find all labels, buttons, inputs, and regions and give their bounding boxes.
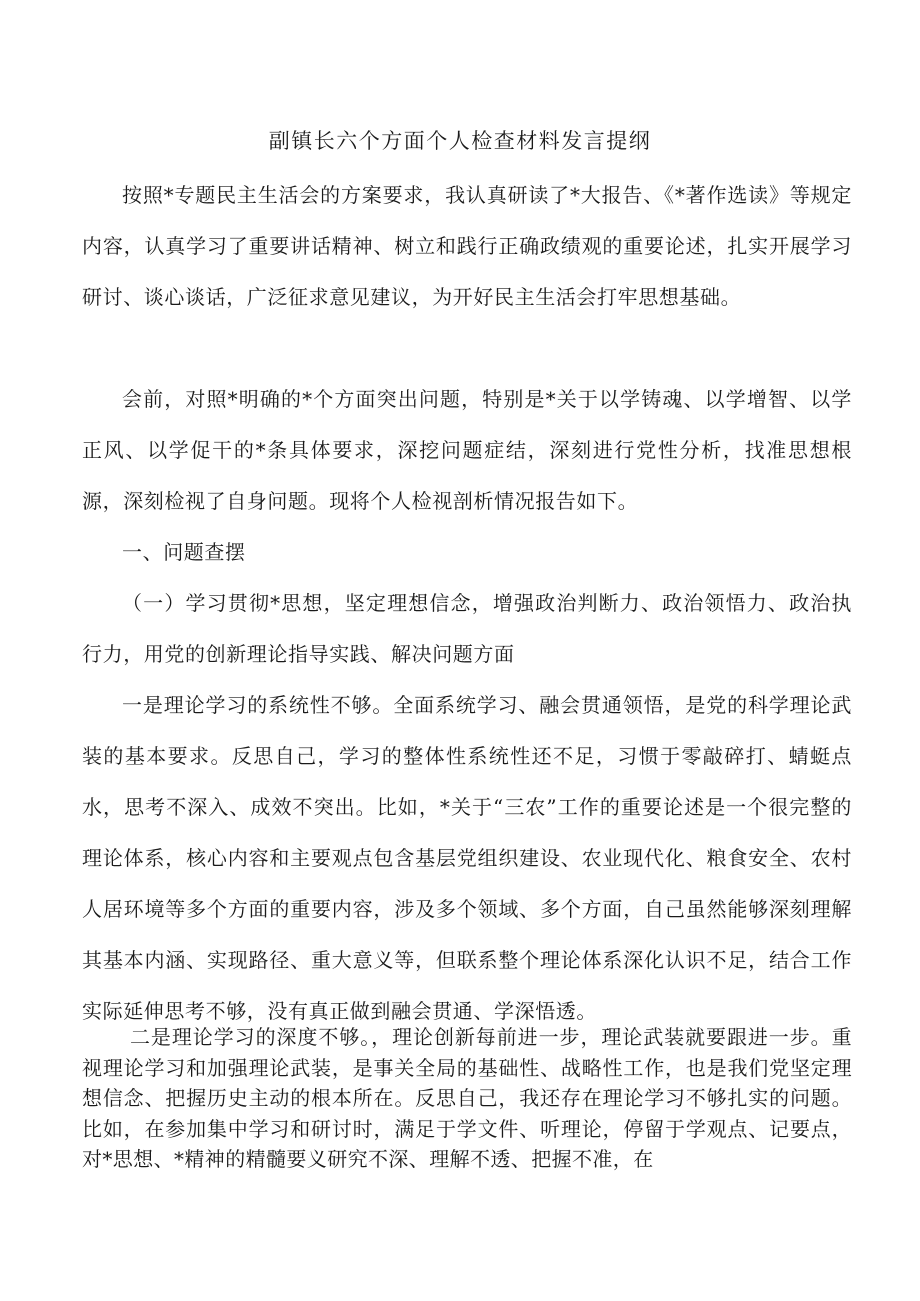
section-heading-block [82,527,852,578]
premeeting-block [82,374,852,527]
subsection-heading-block [82,578,852,680]
subsection-heading: （一）学习贯彻*思想，坚定理想信念，增强政治判断力、政治领悟力、政治执行力，用党的创新理论指导实践、解决问题方面 [82,591,852,666]
intro-paragraph: 按照*专题民主生活会的方案要求，我认真研读了*大报告、《*著作选读》等规定内容，认真学习了重要讲话精神、树立和践行正确政绩观的重要论述，扎实开展学习研讨、谈心谈话，广泛征求意见建议，为开好民主生活会打牢思想基础。 [82,183,852,309]
document-title: 副镇长六个方面个人检查材料发言提纲 [268,129,652,153]
section-heading: 一、问题查摆 [122,540,246,564]
point-one-block [82,680,852,1037]
intro-block [82,170,852,323]
point-one-paragraph: 一是理论学习的系统性不够。全面系统学习、融会贯通领悟，是党的科学理论武装的基本要求。反思自己，学习的整体性系统性还不足，习惯于零敲碎打、蜻蜓点水，思考不深入、成效不突出。比如，*关于“三农”工作的重要论述是一个很完整的理论体系，核心内容和主要观点包含基层党组织建设、农业现代化、粮食安全、农村人居环境等多个方面的重要内容，涉及多个领域、多个方面，自己虽然能够深刻理解其基本内涵、实现路径、重大意义等，但联系整个理论体系深化认识不足，结合工作实际延伸思考不够，没有真正做到融会贯通、学深悟透。 [82,693,852,1023]
point-two-paragraph: 二是理论学习的深度不够。，理论创新每前进一步，理论武装就要跟进一步。重视理论学习和加强理论武装，是事关全局的基础性、战略性工作，也是我们党坚定理想信念、把握历史主动的根本所在。反思自己，我还存在理论学习不够扎实的问题。比如，在参加集中学习和研讨时，满足于学文件、听理论，停留于学观点、记要点，对*思想、*精神的精髓要义研究不深、理解不透、把握不准，在 [82,1025,852,1171]
premeeting-paragraph: 会前，对照*明确的*个方面突出问题，特别是*关于以学铸魂、以学增智、以学正风、以学促干的*条具体要求，深挖问题症结，深刻进行党性分析，找准思想根源，深刻检视了自身问题。现将个人检视剖析情况报告如下。 [82,387,852,513]
